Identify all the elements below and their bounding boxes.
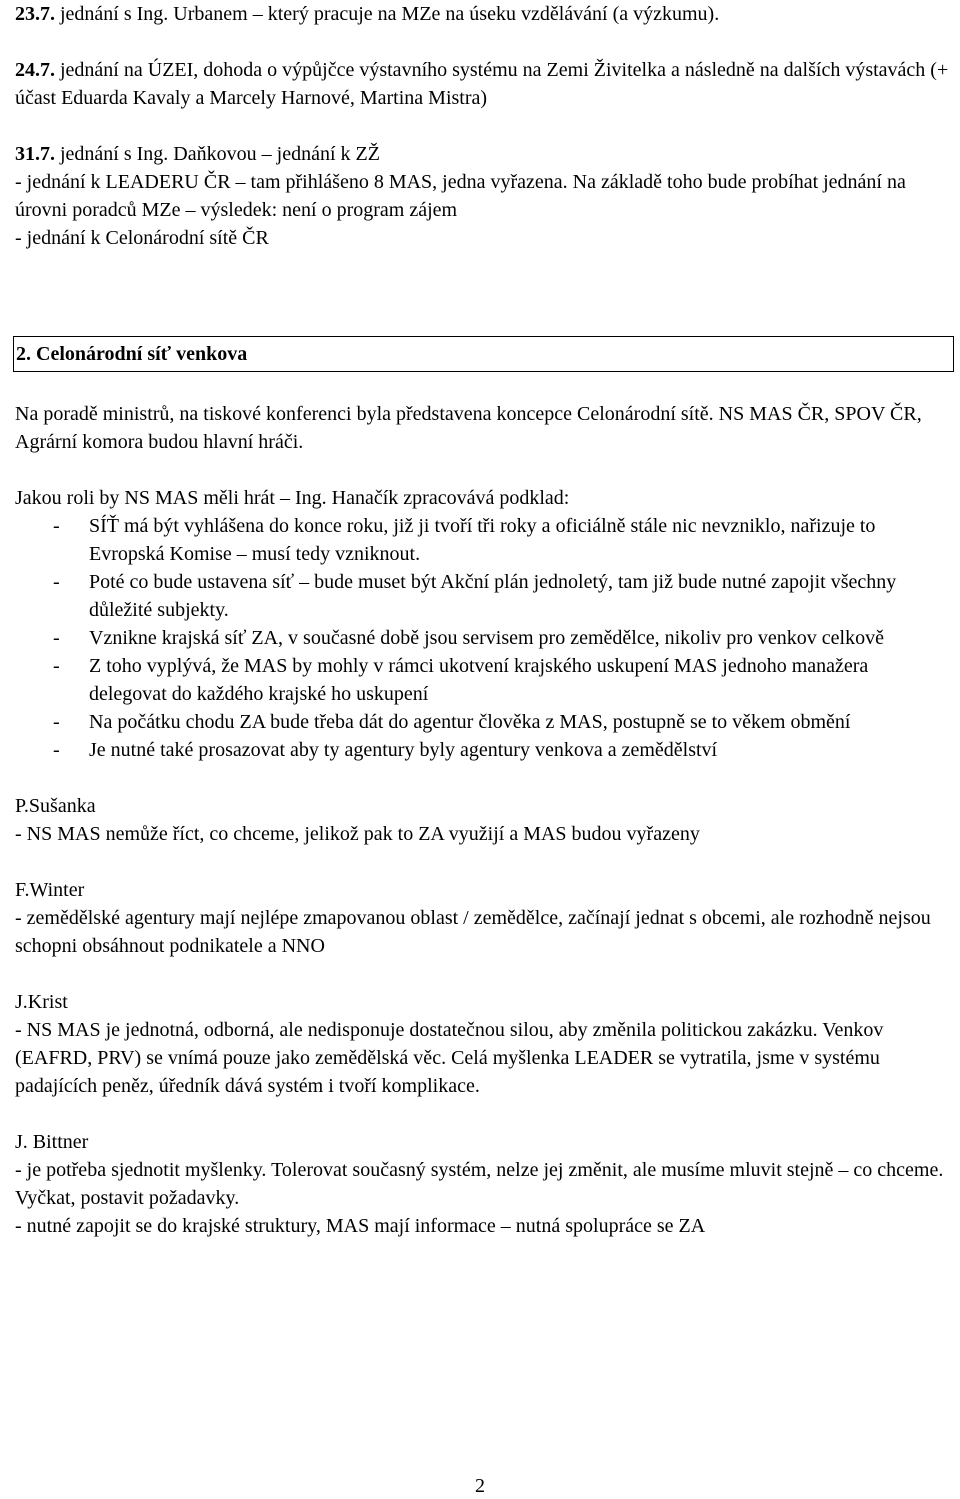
meeting-text: jednání na ÚZEI, dohoda o výpůjčce výstavního systému na Zemi Živitelka a následně na dalších výstavách (+ účast Eduarda Kavaly a Marcely Harnové, Martina Mistra) <box>15 59 949 109</box>
list-item: - Vznikne krajská síť ZA, v současné době jsou servisem pro zemědělce, nikoliv pro venkov celkově <box>15 624 950 652</box>
list-item: - SÍŤ má být vyhlášena do konce roku, již ji tvoří tři roky a oficiálně stále nic nevzniklo, nařizuje to Evropská Komise – musí tedy vzniknout. <box>15 512 950 568</box>
bullet-dash: - <box>53 571 60 593</box>
speaker-name: J. Bittner <box>15 1131 89 1153</box>
bullet-dash: - <box>53 655 60 677</box>
bullet-dash: - <box>53 739 60 761</box>
meeting-date: 31.7. <box>15 143 55 165</box>
meeting-entry-2 <box>15 56 950 112</box>
document-page <box>15 0 950 1240</box>
meeting-entry-1 <box>15 0 950 28</box>
speaker-name: P.Sušanka <box>15 795 96 817</box>
section-intro: Na poradě ministrů, na tiskové konferenci byla představena koncepce Celonárodní sítě. NS MAS ČR, SPOV ČR, Agrární komora budou hlavní hráči. <box>15 403 922 453</box>
speaker-statement: - NS MAS nemůže říct, co chceme, jelikož pak to ZA využijí a MAS budou vyřazeny <box>15 823 700 845</box>
speaker-statement: - je potřeba sjednotit myšlenky. Tolerovat současný systém, nelze jej změnit, ale musíme mluvit stejně – co chceme. Vyčkat, postavit požadavky. <box>15 1159 944 1209</box>
meeting-entry-3 <box>15 140 950 168</box>
speaker-name: F.Winter <box>15 879 85 901</box>
bullet-dash: - <box>53 627 60 649</box>
speaker-statement: - zemědělské agentury mají nejlépe zmapovanou oblast / zemědělce, začínají jednat s obcemi, ale rozhodně nejsou schopni obsáhnout podnikatele a NNO <box>15 907 931 957</box>
list-item: - Je nutné také prosazovat aby ty agentury byly agentury venkova a zemědělství <box>15 736 950 764</box>
role-question: Jakou roli by NS MAS měli hrát – Ing. Hanačík zpracovává podklad: <box>15 487 570 509</box>
bullet-list <box>15 512 950 764</box>
speaker-statement: - NS MAS je jednotná, odborná, ale nedisponuje dostatečnou silou, aby změnila politickou zakázku. Venkov (EAFRD, PRV) se vnímá pouze jako zemědělská věc. Celá myšlenka LEADER se vytratila, jsme v systému padajících peněz, úředník dává systém i tvoří komplikace. <box>15 1019 884 1097</box>
page-number: 2 <box>475 1475 485 1497</box>
list-item: - Na počátku chodu ZA bude třeba dát do agentur člověka z MAS, postupně se to věkem obmění <box>15 708 950 736</box>
meeting-date: 23.7. <box>15 3 55 25</box>
meeting-note: - jednání k LEADERU ČR – tam přihlášeno 8 MAS, jedna vyřazena. Na základě toho bude probíhat jednání na úrovni poradců MZe – výsledek: není o program zájem <box>15 171 906 221</box>
bullet-dash: - <box>53 515 60 537</box>
speaker-statement: - nutné zapojit se do krajské struktury, MAS mají informace – nutná spolupráce se ZA <box>15 1215 706 1237</box>
bullet-dash: - <box>53 711 60 733</box>
meeting-text: jednání s Ing. Urbanem – který pracuje na MZe na úseku vzdělávání (a výzkumu). <box>55 3 720 25</box>
meeting-date: 24.7. <box>15 59 55 81</box>
section-heading-box <box>13 336 954 372</box>
speaker-name: J.Krist <box>15 991 68 1013</box>
section-title: 2. Celonárodní síť venkova <box>16 343 248 365</box>
meeting-text: jednání s Ing. Daňkovou – jednání k ZŽ <box>55 143 380 165</box>
meeting-note: - jednání k Celonárodní sítě ČR <box>15 227 269 249</box>
list-item: - Poté co bude ustavena síť – bude muset být Akční plán jednoletý, tam již bude nutné zapojit všechny důležité subjekty. <box>15 568 950 624</box>
list-item: - Z toho vyplývá, že MAS by mohly v rámci ukotvení krajského uskupení MAS jednoho manažera delegovat do každého krajské ho uskupení <box>15 652 950 708</box>
